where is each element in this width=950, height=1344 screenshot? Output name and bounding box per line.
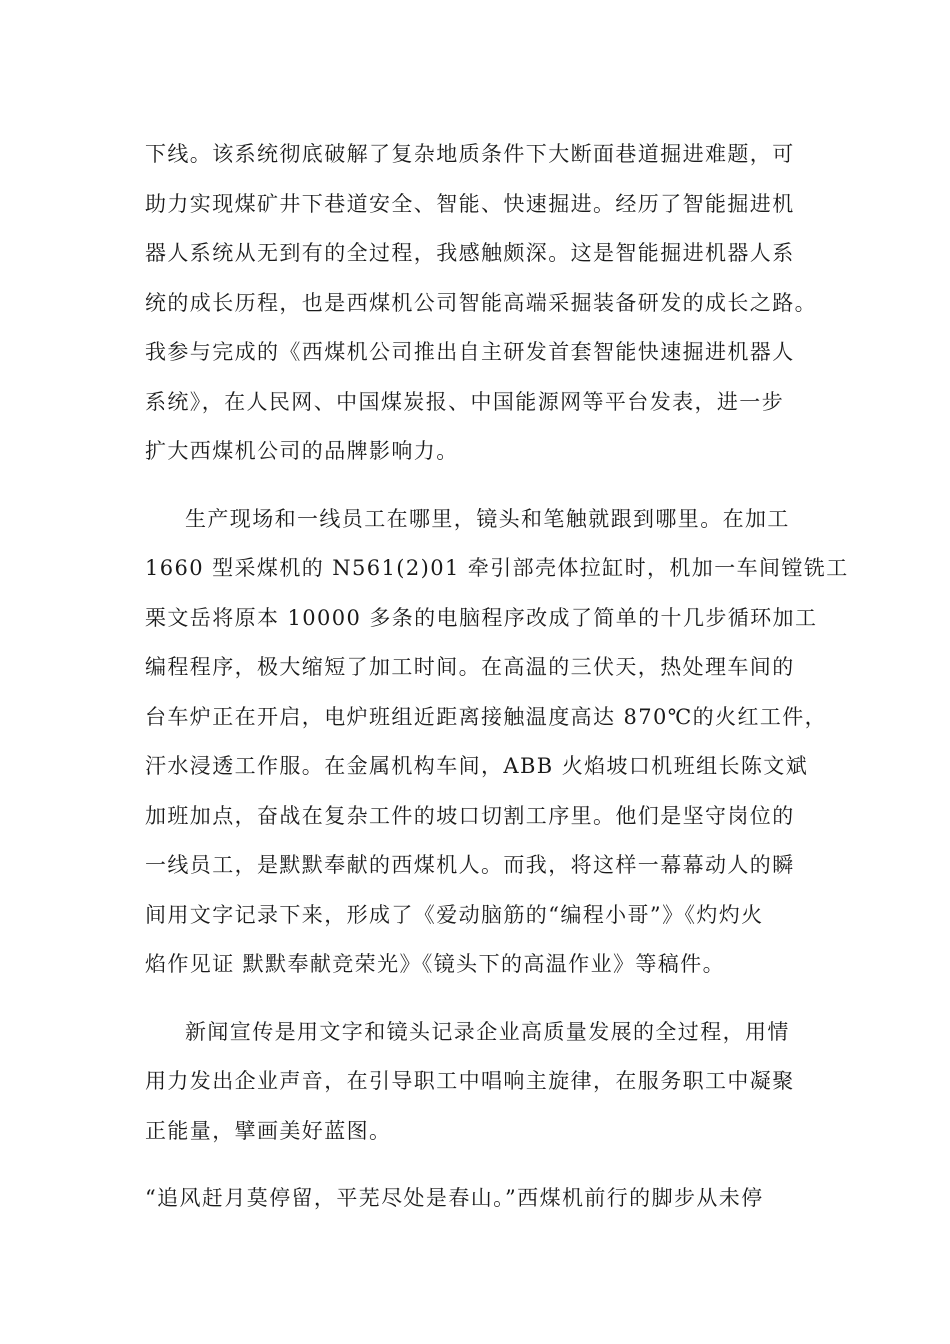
text-line: 栗文岳将原本 10000 多条的电脑程序改成了简单的十几步循环加工: [145, 605, 818, 630]
paragraph-2: [145, 495, 849, 990]
text-line: 我参与完成的《西煤机公司推出自主研发首套智能快速掘进机器人: [145, 340, 795, 364]
text-line: 助力实现煤矿井下巷道安全、智能、快速掘进。经历了智能掘进机: [145, 191, 795, 216]
text-line: 正能量，擘画美好蓝图。: [145, 1118, 392, 1143]
text-line: 间用文字记录下来，形成了《爱动脑筋的“编程小哥”》《灼灼火: [145, 902, 764, 927]
text-line: 焰作见证 默默奉献竞荣光》《镜头下的高温作业》等稿件。: [145, 952, 725, 976]
paragraph-4: [145, 1174, 815, 1224]
text-line: 加班加点，奋战在复杂工件的坡口切割工序里。他们是坚守岗位的: [145, 803, 795, 828]
text-line: 台车炉正在开启，电炉班组近距离接触温度高达 870℃的火红工件，: [145, 704, 828, 729]
text-line: 汗水浸透工作服。在金属机构车间，ABB 火焰坡口机班组长陈文斌: [145, 754, 809, 778]
text-line: 下线。该系统彻底破解了复杂地质条件下大断面巷道掘进难题，可: [145, 142, 795, 166]
paragraph-3: [145, 1008, 815, 1157]
paragraph-gap: [145, 1156, 815, 1174]
text-line: 新闻宣传是用文字和镜头记录企业高质量发展的全过程，用情: [185, 1019, 790, 1044]
text-line: 器人系统从无到有的全过程，我感触颇深。这是智能掘进机器人系: [145, 241, 795, 265]
text-line: 生产现场和一线员工在哪里，镜头和笔触就跟到哪里。在加工: [185, 506, 790, 531]
document-body: [145, 130, 849, 1224]
text-line: “追风赶月莫停留，平芜尽处是春山。”西煤机前行的脚步从未停: [145, 1186, 764, 1210]
text-line: 一线员工，是默默奉献的西煤机人。而我，将这样一幕幕动人的瞬: [145, 853, 795, 877]
text-line: 1660 型采煤机的 N561(2)01 牵引部壳体拉缸时，机加一车间镗铣工: [145, 556, 849, 580]
text-line: 统的成长历程，也是西煤机公司智能高端采掘装备研发的成长之路。: [145, 290, 817, 315]
text-line: 扩大西煤机公司的品牌影响力。: [145, 439, 459, 463]
text-line: 用力发出企业声音，在引导职工中唱响主旋律，在服务职工中凝聚: [145, 1069, 795, 1093]
paragraph-1: [145, 130, 815, 477]
text-line: 系统》，在人民网、中国煤炭报、中国能源网等平台发表，进一步: [145, 389, 785, 414]
text-line: 编程程序，极大缩短了加工时间。在高温的三伏天，热处理车间的: [145, 655, 795, 679]
paragraph-gap: [145, 990, 815, 1008]
paragraph-gap: [145, 477, 815, 495]
